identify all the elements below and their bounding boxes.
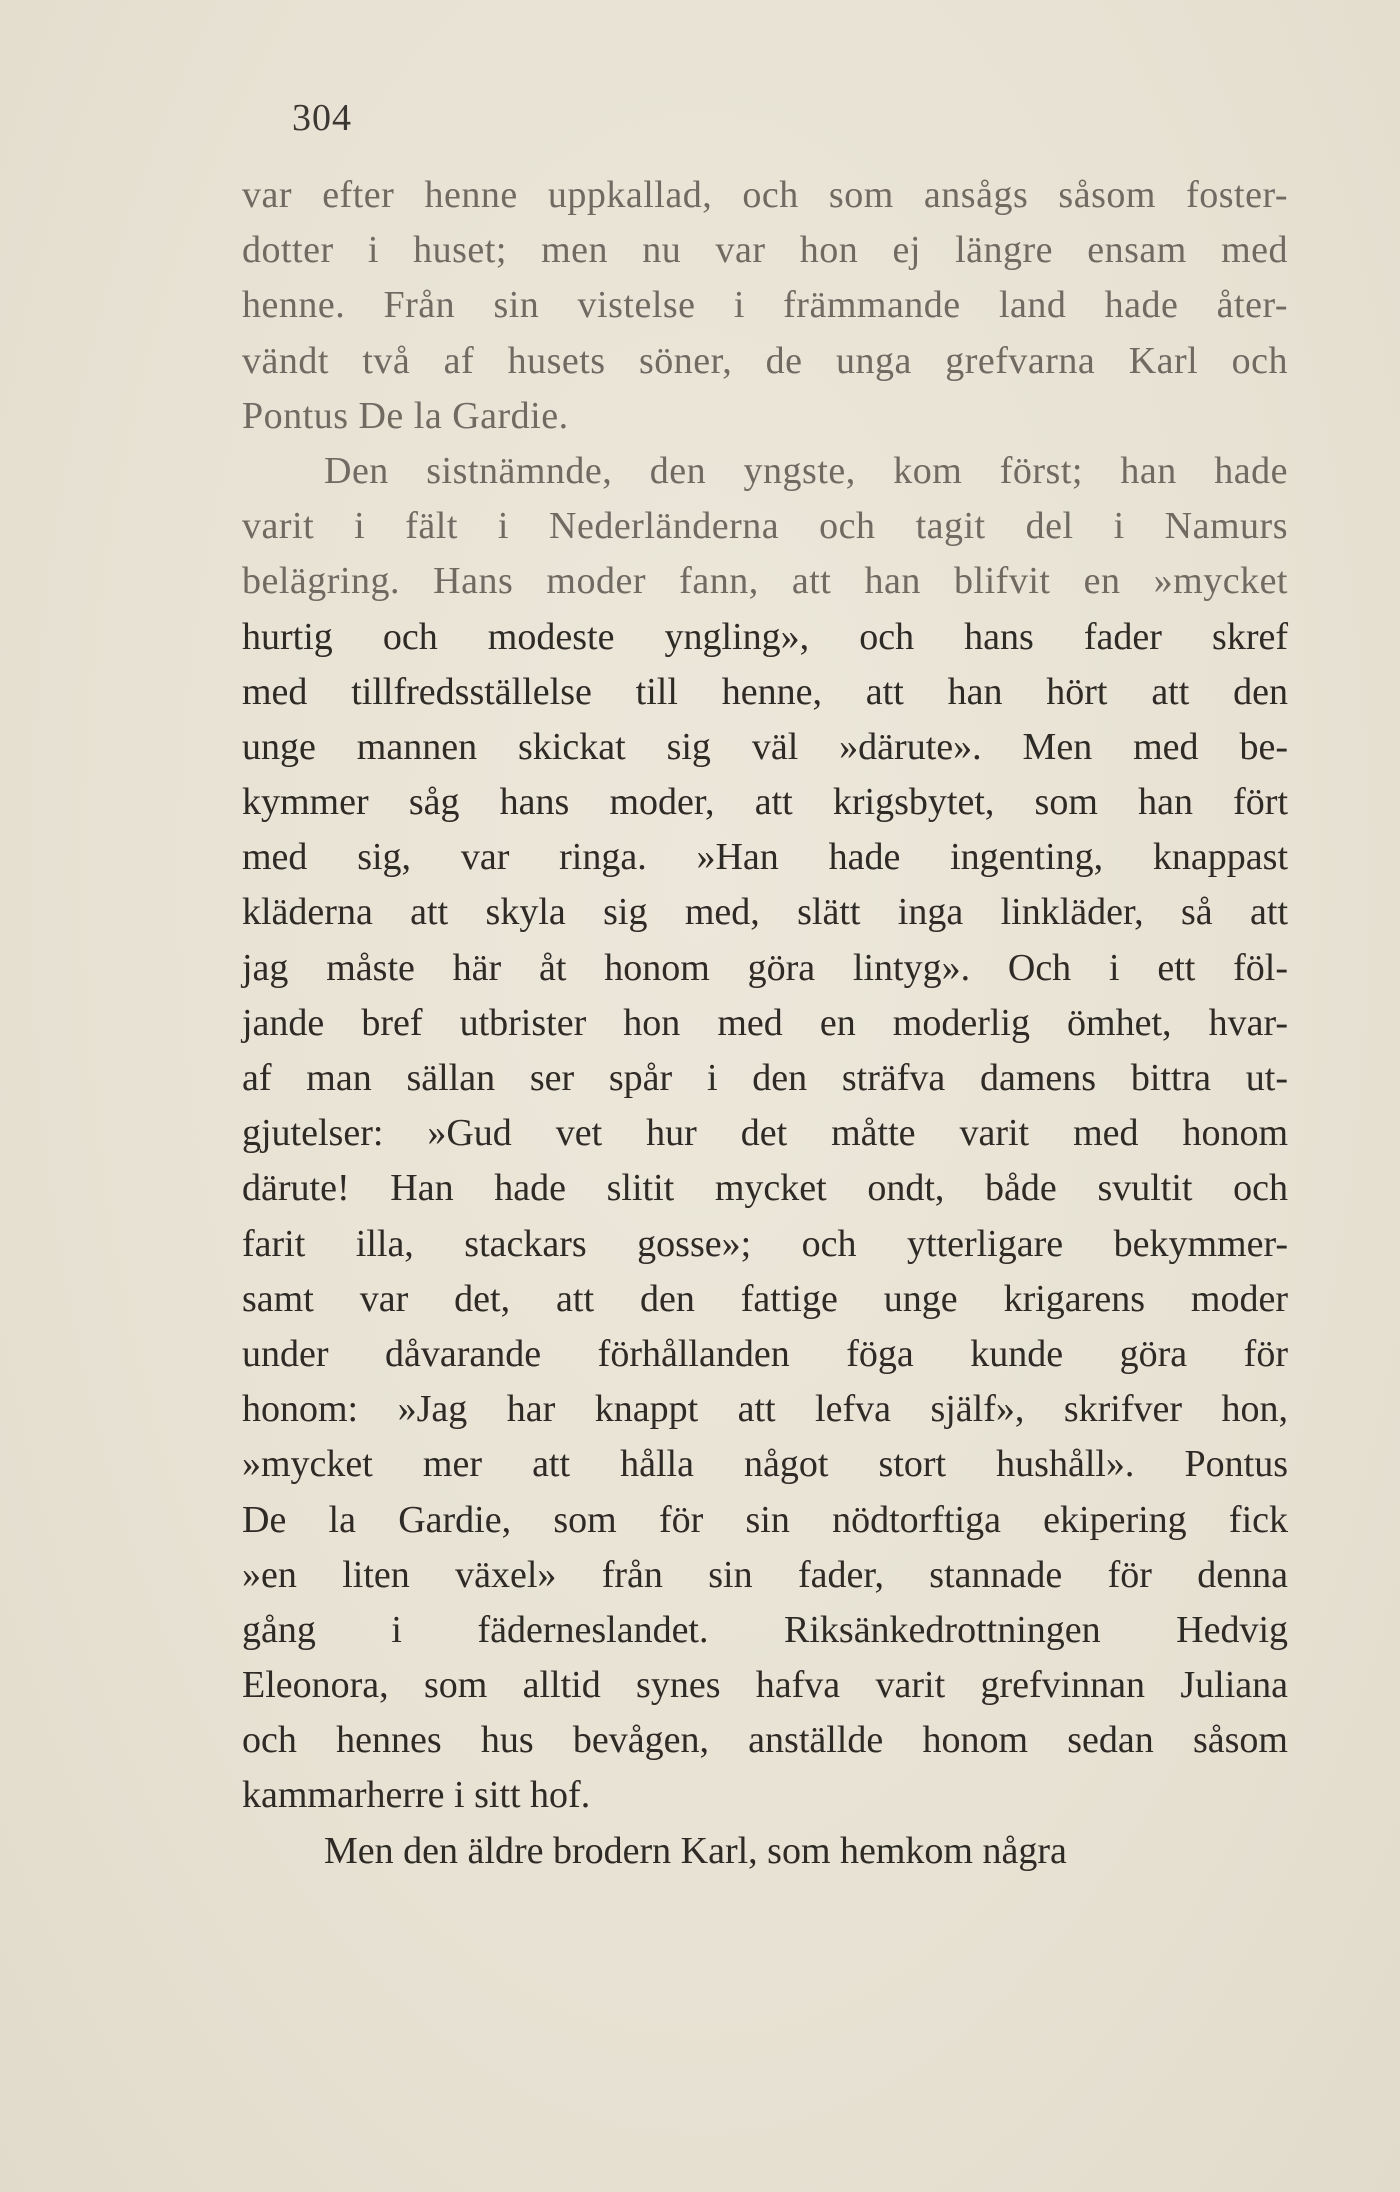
text-line: därute! Han hade slitit mycket ondt, både svultit och [242, 1167, 1288, 1210]
text-line: farit illa, stackars gosse»; och ytterligare bekymmer- [242, 1222, 1288, 1265]
text-line: vändt två af husets söner, de unga grefvarna Karl och [242, 339, 1288, 382]
text-line: unge mannen skickat sig väl »därute». Men med be- [242, 725, 1288, 768]
text-line: honom: »Jag har knappt att lefva själf», skrifver hon, [242, 1388, 1288, 1431]
text-line: jande bref utbrister hon med en moderlig ömhet, hvar- [242, 1001, 1288, 1044]
text-line: med tillfredsställelse till henne, att han hört att den [242, 670, 1288, 713]
text-line: belägring. Hans moder fann, att han blifvit en »mycket [242, 560, 1288, 603]
text-line: varit i fält i Nederländerna och tagit del i Namurs [242, 505, 1288, 548]
text-line: af man sällan ser spår i den sträfva damens bittra ut- [242, 1057, 1288, 1099]
text-line: med sig, var ringa. »Han hade ingenting, knappast [242, 836, 1288, 879]
text-line: Men den äldre brodern Karl, som hemkom några [324, 1829, 1067, 1872]
text-line: henne. Från sin vistelse i främmande land hade åter- [242, 284, 1288, 327]
text-line: samt var det, att den fattige unge krigarens moder [242, 1277, 1288, 1320]
body-text [242, 168, 1288, 1879]
text-line: »mycket mer att hålla något stort hushåll». Pontus [242, 1443, 1288, 1486]
text-line: De la Gardie, som för sin nödtorftiga ekipering fick [242, 1498, 1288, 1541]
text-line: Pontus De la Gardie. [242, 394, 569, 437]
text-line: kammarherre i sitt hof. [242, 1774, 591, 1817]
text-line: dotter i huset; men nu var hon ej längre ensam med [242, 229, 1288, 272]
text-line: jag måste här åt honom göra lintyg». Och i ett föl- [242, 946, 1288, 989]
text-line: under dåvarande förhållanden föga kunde göra för [242, 1332, 1288, 1375]
text-line: Den sistnämnde, den yngste, kom först; han hade [324, 449, 1288, 492]
page-number: 304 [292, 97, 352, 139]
text-line: kläderna att skyla sig med, slätt inga linkläder, så att [242, 891, 1288, 934]
text-line: var efter henne uppkallad, och som ansågs såsom foster- [242, 174, 1288, 216]
text-line: gång i fäderneslandet. Riksänkedrottningen Hedvig [242, 1608, 1288, 1651]
text-line: »en liten växel» från sin fader, stannade för denna [242, 1553, 1288, 1596]
text-line: kymmer såg hans moder, att krigsbytet, som han fört [242, 781, 1288, 824]
text-line: Eleonora, som alltid synes hafva varit grefvinnan Juliana [242, 1664, 1288, 1707]
text-line: gjutelser: »Gud vet hur det måtte varit med honom [242, 1112, 1288, 1155]
text-line: och hennes hus bevågen, anställde honom sedan såsom [242, 1719, 1288, 1762]
text-line: hurtig och modeste yngling», och hans fader skref [242, 615, 1288, 658]
